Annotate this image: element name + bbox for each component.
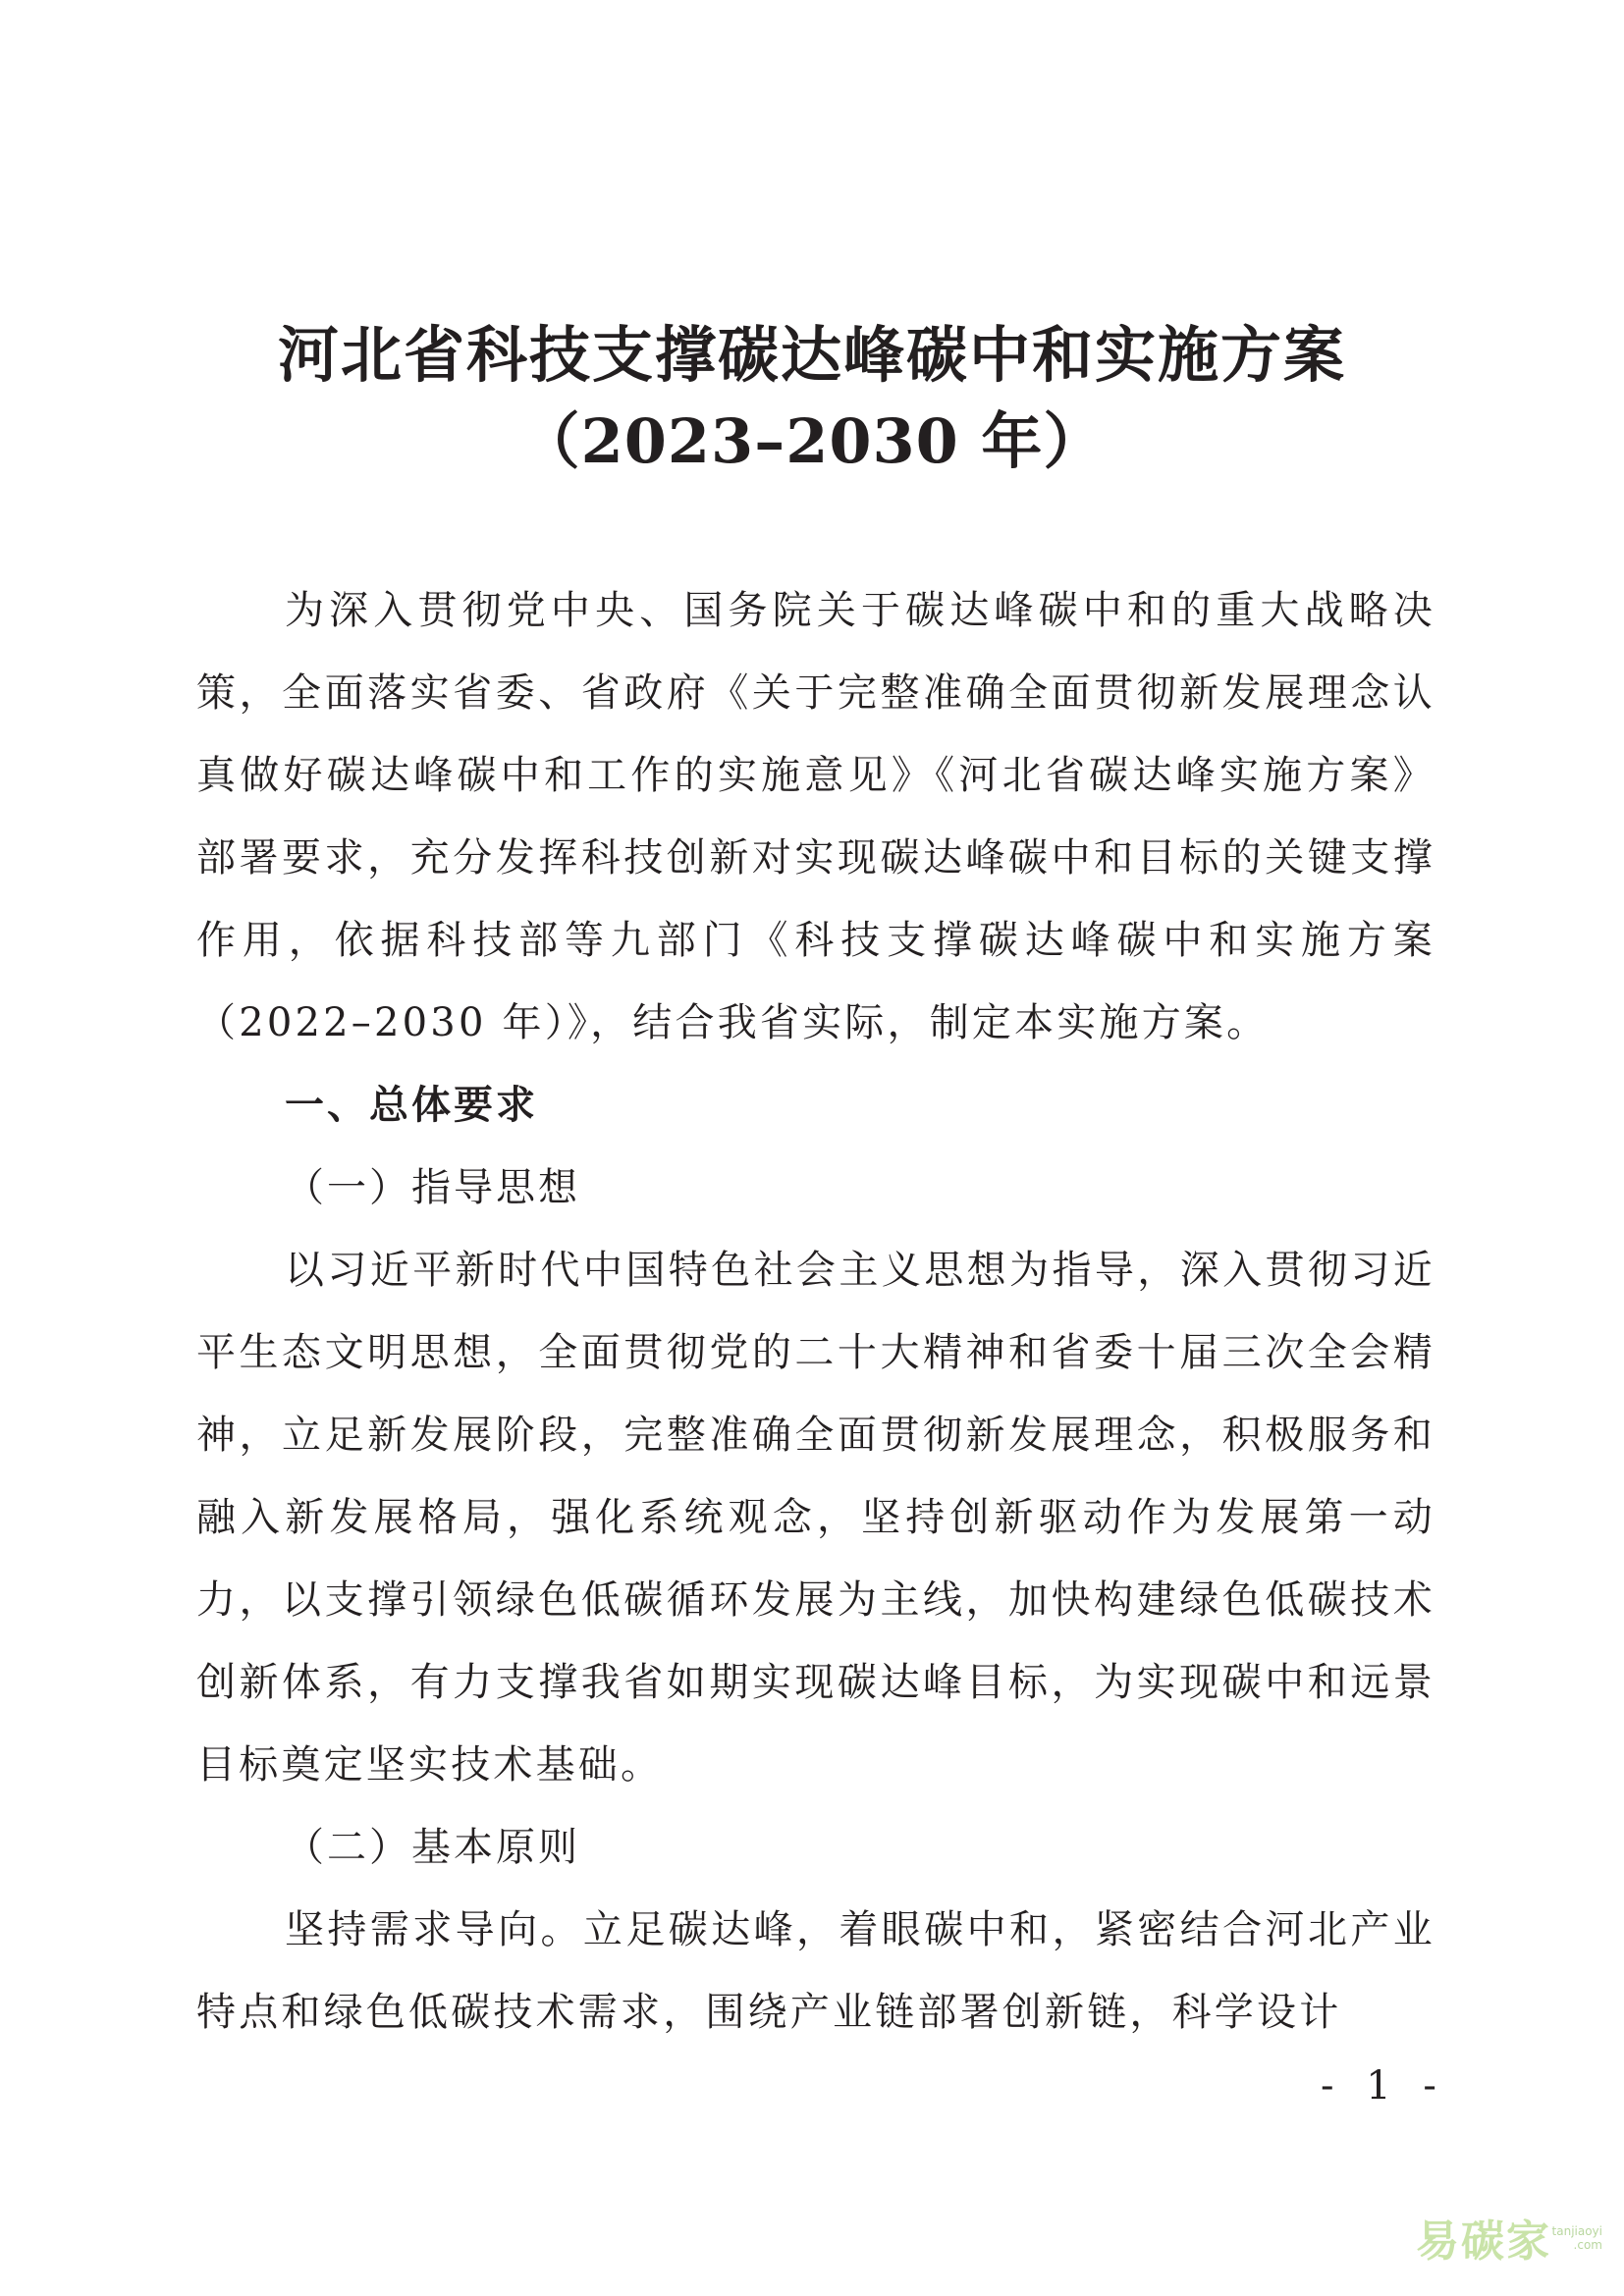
watermark-domain [1552,2224,1602,2252]
watermark-domain-line1: tanjiaoyi [1551,2224,1602,2238]
section-heading-overall-requirements: 一、总体要求 [285,1083,538,1128]
watermark-domain-line2: .com [1573,2238,1602,2252]
document-title: 河北省科技支撑碳达峰碳中和实施方案 [277,319,1346,391]
document-body [196,569,1435,2054]
intro-paragraph: 为深入贯彻党中央、国务院关于碳达峰碳中和的重大战略决策，全面落实省委、省政府《关于完整准确全面贯彻新发展理念认真做好碳达峰碳中和工作的实施意见》《河北省碳达峰实施方案》部署要求，充分发挥科技创新对实现碳达峰碳中和目标的关键支撑作用，依据科技部等九部门《科技支撑碳达峰碳中和实施方案（2022–2030 年）》，结合我省实际，制定本实施方案。 [196,588,1435,1045]
watermark-logo [1404,2209,1610,2277]
guiding-ideology-paragraph: 以习近平新时代中国特色社会主义思想为指导，深入贯彻习近平生态文明思想，全面贯彻党的二十大精神和省委十届三次全会精神，立足新发展阶段，完整准确全面贯彻新发展理念，积极服务和融入新发展格局，强化系统观念，坚持创新驱动作为发展第一动力，以支撑引领绿色低碳循环发展为主线，加快构建绿色低碳技术创新体系，有力支撑我省如期实现碳达峰目标，为实现碳中和远景目标奠定坚实技术基础。 [196,1248,1435,1788]
document-title-years: （2023–2030 年） [518,405,1106,477]
subheading-basic-principles: （二）基本原则 [285,1825,580,1870]
basic-principles-paragraph: 坚持需求导向。立足碳达峰，着眼碳中和，紧密结合河北产业特点和绿色低碳技术需求，围绕产业链部署创新链，科学设计 [196,1907,1435,2035]
page-number: - 1 - [1321,2063,1446,2109]
subheading-guiding-ideology: （一）指导思想 [285,1165,580,1210]
watermark-text: 易碳家 [1416,2216,1551,2267]
